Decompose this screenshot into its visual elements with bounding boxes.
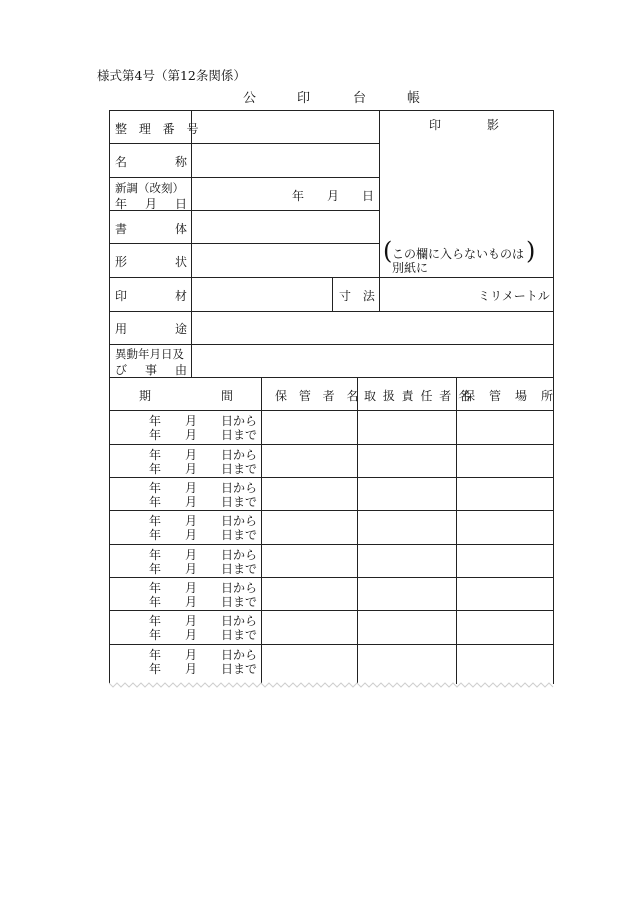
- title-char-3: 台: [353, 91, 367, 106]
- label-idou-line1: 異動年月日及: [115, 347, 184, 361]
- row-line-2: [109, 177, 379, 178]
- col-place: 保 管 場 所: [463, 389, 555, 403]
- history-row-6-from-y: 年: [149, 581, 162, 595]
- history-row-5-from-y: 年: [149, 548, 162, 562]
- history-row-4-from-d: 日から: [221, 514, 258, 528]
- history-row-5-from-d: 日から: [221, 548, 258, 562]
- col-custodian: 保 管 者 名: [275, 389, 363, 403]
- history-row-3-from-y: 年: [149, 481, 162, 495]
- seal-impression-divider: [379, 110, 380, 311]
- history-row-2-from-d: 日から: [221, 448, 258, 462]
- history-row-7-from-y: 年: [149, 614, 162, 628]
- label-shotai-b: 体: [175, 222, 188, 236]
- title-char-2: 印: [297, 91, 311, 106]
- history-col-divider-3: [456, 377, 457, 684]
- col-period-b: 間: [221, 389, 234, 403]
- history-row-8-to-y: 年: [149, 662, 162, 676]
- history-row-6-to-m: 月: [185, 595, 198, 609]
- history-line-6: [109, 610, 554, 611]
- history-row-2-from-y: 年: [149, 448, 162, 462]
- history-row-7-to-y: 年: [149, 628, 162, 642]
- history-row-2-from-m: 月: [185, 448, 198, 462]
- history-line-5: [109, 577, 554, 578]
- history-row-8-to-d: 日まで: [221, 662, 258, 676]
- history-line-3: [109, 510, 554, 511]
- history-row-3-from-d: 日から: [221, 481, 258, 495]
- history-row-5-to-y: 年: [149, 562, 162, 576]
- history-row-1-from-m: 月: [185, 414, 198, 428]
- history-row-4-from-m: 月: [185, 514, 198, 528]
- label-shotai-a: 書: [115, 222, 128, 236]
- note-paren-close: ): [526, 237, 536, 265]
- label-shinchou-year: 年: [115, 197, 128, 211]
- row-line-4: [109, 243, 379, 244]
- history-line-4: [109, 544, 554, 545]
- history-row-7-from-d: 日から: [221, 614, 258, 628]
- history-row-1-to-y: 年: [149, 428, 162, 442]
- material-size-divider-1: [332, 277, 333, 311]
- title-char-4: 帳: [407, 91, 421, 106]
- unit-millimeter: ミリメートル: [478, 289, 550, 303]
- label-shinchou-month: 月: [145, 197, 158, 211]
- label-idou-bi: び: [115, 363, 128, 377]
- history-row-2-to-d: 日まで: [221, 462, 258, 476]
- label-youto-a: 用: [115, 322, 128, 336]
- row-line-1: [109, 143, 379, 144]
- history-line-2: [109, 477, 554, 478]
- history-row-6-to-d: 日まで: [221, 595, 258, 609]
- history-col-divider-1: [261, 377, 262, 684]
- col-period-a: 期: [139, 389, 152, 403]
- history-row-6-to-y: 年: [149, 595, 162, 609]
- history-row-1-from-y: 年: [149, 414, 162, 428]
- label-meisho-a: 名: [115, 155, 128, 169]
- history-row-8-to-m: 月: [185, 662, 198, 676]
- history-row-3-from-m: 月: [185, 481, 198, 495]
- label-idou-yuu: 由: [175, 363, 188, 377]
- history-row-1-to-m: 月: [185, 428, 198, 442]
- history-row-6-from-d: 日から: [221, 581, 258, 595]
- label-seiri-bango: 整 理 番 号: [115, 122, 203, 136]
- label-sunpou: 寸 法: [339, 289, 379, 303]
- history-row-3-to-y: 年: [149, 495, 162, 509]
- history-row-7-from-m: 月: [185, 614, 198, 628]
- history-row-4-from-y: 年: [149, 514, 162, 528]
- label-keijou-a: 形: [115, 255, 128, 269]
- label-inei-a: 印: [429, 118, 442, 132]
- label-inei-b: 影: [487, 118, 500, 132]
- history-row-8-from-m: 月: [185, 648, 198, 662]
- history-row-5-from-m: 月: [185, 548, 198, 562]
- title-char-1: 公: [243, 91, 257, 106]
- label-inzai-a: 印: [115, 289, 128, 303]
- history-row-4-to-d: 日まで: [221, 528, 258, 542]
- border-top: [109, 110, 554, 111]
- history-row-8-from-y: 年: [149, 648, 162, 662]
- history-line-1: [109, 444, 554, 445]
- history-row-2-to-y: 年: [149, 462, 162, 476]
- label-youto-b: 途: [175, 322, 188, 336]
- form-number: 様式第4号（第12条関係）: [97, 68, 246, 83]
- history-row-5-to-d: 日まで: [221, 562, 258, 576]
- history-row-1-to-d: 日まで: [221, 428, 258, 442]
- border-left: [109, 110, 110, 684]
- history-row-4-to-y: 年: [149, 528, 162, 542]
- history-line-7: [109, 644, 554, 645]
- history-header-line: [109, 410, 554, 411]
- date-year: 年: [292, 189, 305, 203]
- label-shinchou-line1: 新調（改刻）: [115, 181, 184, 195]
- seal-ledger-form: [109, 110, 554, 684]
- label-idou-ji: 事: [145, 363, 158, 377]
- history-row-2-to-m: 月: [185, 462, 198, 476]
- history-row-5-to-m: 月: [185, 562, 198, 576]
- label-meisho-b: 称: [175, 155, 188, 169]
- label-shinchou-day: 日: [175, 197, 188, 211]
- label-inzai-b: 材: [175, 289, 188, 303]
- note-line1: この欄に入らないものは: [392, 247, 525, 261]
- label-col-divider: [191, 110, 192, 377]
- history-row-3-to-d: 日まで: [221, 495, 258, 509]
- history-row-6-from-m: 月: [185, 581, 198, 595]
- seal-note: [383, 237, 543, 275]
- history-row-3-to-m: 月: [185, 495, 198, 509]
- date-day: 日: [362, 189, 375, 203]
- torn-edge: [109, 681, 554, 689]
- label-keijou-b: 状: [175, 255, 188, 269]
- date-month: 月: [327, 189, 340, 203]
- row-line-7: [109, 344, 554, 345]
- history-row-4-to-m: 月: [185, 528, 198, 542]
- note-paren-open: (: [383, 237, 393, 265]
- history-row-1-from-d: 日から: [221, 414, 258, 428]
- history-row-8-from-d: 日から: [221, 648, 258, 662]
- history-row-7-to-m: 月: [185, 628, 198, 642]
- note-line2: 別紙に: [392, 261, 429, 275]
- history-row-7-to-d: 日まで: [221, 628, 258, 642]
- row-line-6: [109, 311, 554, 312]
- history-col-divider-2: [357, 377, 358, 684]
- col-manager: 取 扱 責 任 者 名: [364, 389, 472, 403]
